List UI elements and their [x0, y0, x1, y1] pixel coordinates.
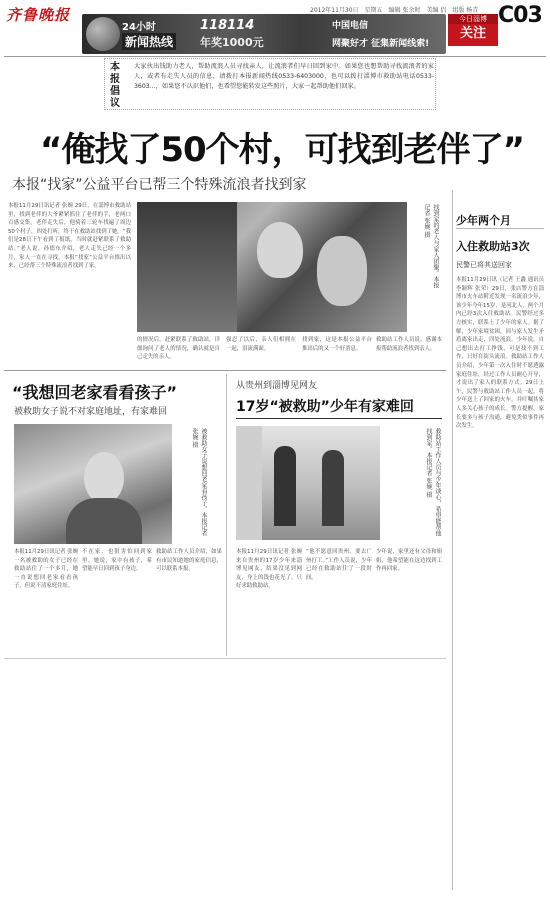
lower-right-photo: [236, 426, 380, 540]
right-article-body: 本报11月29日讯（记者 王鑫 通讯员 李颖辉 张荣）29日，张店警方在淄博市火车站附近发现一名流浪少年，该少年今年15岁，是河北人，两个月内已经3次入住救助站。民警经过多方核实，联系上了少年的家人。据了解，少年家境贫困，因与家人发生矛盾离家出走，四处流浪。少年说，自己想出去打工挣钱，可是找不到工作，只好在街头流浪。救助站工作人员介绍，少年第一次入住时不愿透露家庭住址，经过工作人员耐心开导，才说出了家人的联系方式。29日上午，民警与救助站工作人员一起，将少年送上了回家的火车，并叮嘱其家人多关心孩子的成长。警方提醒，家长要多与孩子沟通，避免类似事件再次发生。: [456, 277, 544, 430]
main-headline[interactable]: “俺找了50个村，可找到老伴了”: [40, 130, 525, 170]
photo-figure-body: [66, 498, 142, 544]
right-article-title-line1[interactable]: 少年两个月: [456, 214, 511, 227]
section-title: 关注: [459, 26, 486, 41]
right-article-subtitle: 民警已将其送回家: [456, 261, 512, 269]
main-photo-caption: 找到家的老人与家人团聚。本报记者 张婉 摄: [423, 204, 439, 288]
column-separator: [226, 374, 227, 656]
lower-right-title-rule: [236, 418, 442, 419]
bottom-rule: [4, 658, 446, 659]
notice-text: 大家伙出钱助力老人，帮助流浪人员寻找亲人，让流浪者们早日回到家中。如果您也想帮助寻找流浪者的家人，或者有走失人员的信息，请拨打本报新闻热线0533-6403000，也可以拨打淄博市救助站电话0533-3603...，如果您不认识他们，也希望您能转发这些照片，大家一起帮助他们回家。: [134, 63, 434, 90]
section-subtitle: 今日淄博: [448, 14, 498, 24]
main-article-column-5: 救助站工作人员说，感谢本报帮助流浪者找到亲人。: [376, 337, 442, 352]
hotline-banner[interactable]: [82, 14, 446, 54]
lower-left-photo-caption: 被救助女子说想回老家看孩子。本报记者 张婉 摄: [191, 428, 207, 536]
banner-partner-logo: 中国电信: [332, 21, 369, 31]
photo-figure-woman: [84, 452, 124, 504]
lower-left-column-2: 不在家，也很害怕回到家里。她说，家中有孩子，希望能早日回到孩子身边。: [82, 549, 152, 573]
right-title-rule: [456, 228, 544, 229]
lower-left-column-1: 本报11月29日讯记者 张婉 一名被救助的女子已经在救助站住了一个多月，她一直说想回老家看看孩子，但说不清家庭住址。: [14, 549, 78, 590]
right-article-title-line2[interactable]: 入住救助站3次: [456, 240, 530, 253]
main-article-photo: [137, 202, 407, 332]
notice-label: 本报倡议: [110, 62, 120, 109]
lower-right-column-2: “他不愿意回贵州，要去广州打工。”工作人员说，少年已经在救助站住了一段时间。: [306, 549, 372, 581]
banner-phone: 118114: [200, 18, 255, 33]
lower-right-photo-caption: 救助站工作人员与少年谈心，希望能帮他找到家。本报记者 张婉 摄: [425, 428, 441, 536]
photo-doorway: [236, 426, 262, 540]
main-article-column-3: 强忍了以后，亲人们相拥在一起，泪流满面。: [226, 337, 296, 352]
phone-icon: [86, 17, 120, 51]
photo-figure-staff: [274, 446, 296, 526]
page-code: C03: [498, 3, 542, 28]
lower-left-photo: [14, 424, 172, 544]
photo-background: [137, 202, 237, 332]
lower-right-column-1: 本报11月29日讯记者 张婉 来自贵州的17岁少年来淄博见网友，结果没见到网友，身上的钱也花光了，只好求助救助站。: [236, 549, 302, 590]
photo-figure-woman: [317, 236, 367, 306]
masthead-logo: 齐鲁晚报: [6, 6, 71, 24]
main-article-column-2: 的情况后，赶紧联系了救助站，详细询问了老人的情况，确认就是自己走失的亲人。: [137, 337, 220, 361]
main-subheadline: 本报“找家”公益平台已帮三个特殊流浪者找到家: [12, 177, 307, 193]
banner-hours: 24小时: [122, 22, 156, 33]
lower-left-subheadline: 被救助女子说不对家庭地址，有家难回: [14, 407, 168, 417]
lower-right-headline[interactable]: 17岁“被救助”少年有家难回: [236, 399, 414, 415]
photo-figure-teen: [322, 450, 344, 526]
lower-left-headline[interactable]: “我想回老家看看孩子”: [12, 383, 178, 402]
banner-news-label: 新闻热线: [122, 33, 176, 50]
section-tag: [448, 14, 498, 46]
main-article-column-4: 找到家，这是本报公益平台推出后的又一个好消息。: [302, 337, 372, 352]
section-divider: [4, 370, 446, 371]
lower-right-column-3: 少年说，家里还有父母和姐姐，他希望能在这边找到工作再回家。: [376, 549, 442, 573]
banner-slogan: 网聚好才 征集新闻线索!: [332, 39, 430, 49]
lower-right-kicker: 从贵州到淄博见网友: [236, 381, 318, 391]
banner-prize: 年奖1000元: [200, 36, 264, 49]
main-article-column-1: 本报11月29日讯记者 张婉 29日，在淄博市救助站里，找到老伴的大爷紧紧抓住了老伴的手，老两口百感交集。老伴走失后，他骑着三轮车找遍了周边50个村子，四处打听，终于在救助站找到了她。“我们是28日下午看到了报纸，当时就赶紧联系了救助站。”老人说。孙德东介绍，老人走失已经一个多月，家人一直在寻找。本报“找家”公益平台推出以来，已经帮三个特殊流浪者找到了家。: [8, 203, 131, 270]
photo-figure-elder: [257, 222, 303, 278]
issue-info: 2012年11月30日 星期五 编辑 张余时 美编 侣 组版 杨青: [310, 7, 479, 14]
header-divider: [4, 56, 546, 57]
lower-left-column-3: 救助站工作人员介绍，如果有市民知道她的家庭信息，可以联系本报。: [156, 549, 222, 573]
